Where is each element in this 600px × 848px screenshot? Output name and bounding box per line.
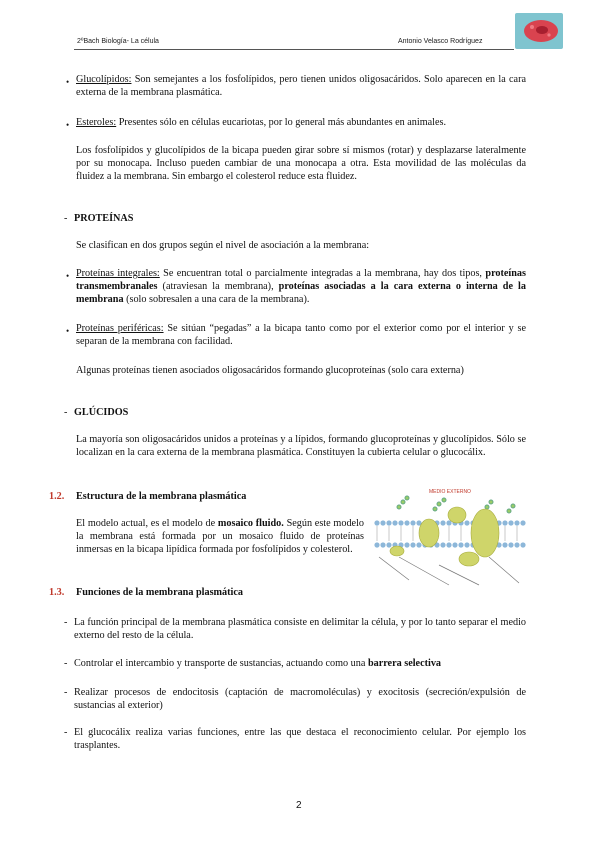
bullet-glucolipidos: • — [66, 77, 70, 87]
cell-header-image — [515, 13, 563, 49]
section-number-1-2: 1.2. — [49, 491, 65, 502]
paragraph-glucidos: La mayoría son oligosacáridos unidos a proteínas y a lípidos, formando glucoproteínas y glucolípidos. Sólo se localizan en la cara externa de la membrana plasmática. Constituyen la cubierta celular o glucocálix. — [76, 434, 526, 458]
paragraph-glucolipidos: Glucolípidos: Son semejantes a los fosfolípidos, pero tienen unidos oligosacáridos. Solo aparecen en la cara externa de la membrana plasmática. — [76, 74, 526, 98]
dash-glucidos: - — [64, 407, 68, 418]
dash-proteinas: - — [64, 213, 68, 224]
header-course: 2ºBach Biología- La célula — [77, 38, 159, 45]
heading-glucidos: GLÚCIDOS — [74, 407, 129, 418]
dash-funcion-3: - — [64, 687, 68, 698]
paragraph-funcion-4: El glucocálix realiza varias funciones, entre las que destaca el reconocimiento celular. Por ejemplo los trasplantes. — [74, 727, 526, 751]
dash-funcion-1: - — [64, 617, 68, 628]
paragraph-funcion-3: Realizar procesos de endocitosis (captación de macromoléculas) y exocitosis (secreción/expulsión de sustancias al exterior) — [74, 687, 526, 711]
dash-funcion-4: - — [64, 727, 68, 738]
section-title-1-3: Funciones de la membrana plasmática — [76, 587, 243, 598]
heading-proteinas: PROTEÍNAS — [74, 213, 134, 224]
page-number: 2 — [296, 800, 302, 811]
paragraph-funcion-2: Controlar el intercambio y transporte de sustancias, actuando como una barrera selectiva — [74, 658, 442, 669]
bullet-esteroles: • — [66, 120, 70, 130]
bullet-integrales: • — [66, 271, 70, 281]
header-divider — [74, 49, 514, 50]
membrane-diagram — [369, 485, 531, 593]
paragraph-movilidad: Los fosfolípidos y glucolípidos de la bicapa pueden girar sobre sí mismos (rotar) y desplazarse lateralmente por su monocapa. Incluso pueden cambiar de una monocapa a otra. Esta movilidad de las moléculas da fluidez a la membrana. Sin embargo el colesterol reduce esta fluidez. — [76, 145, 526, 182]
paragraph-integrales: Proteínas integrales: Se encuentran total o parcialmente integradas a la membrana, hay dos tipos, proteínas transmembranales (atraviesan la membrana), proteínas asociadas a la cara externa o interna de la membrana (solo sobresalen a una cara de la membrana). — [76, 268, 526, 305]
section-title-1-2: Estructura de la membrana plasmática — [76, 491, 247, 502]
bullet-perifericas: • — [66, 326, 70, 336]
header-author: Antonio Velasco Rodríguez — [398, 38, 483, 45]
diagram-label-medio-externo: MEDIO EXTERNO — [429, 489, 471, 495]
paragraph-esteroles: Esteroles: Presentes sólo en células eucariotas, por lo general más abundantes en animales. — [76, 117, 447, 128]
paragraph-funcion-1: La función principal de la membrana plasmática consiste en delimitar la célula, y por lo tanto separar el medio externo del resto de la célula. — [74, 617, 526, 641]
paragraph-glucoproteinas: Algunas proteínas tienen asociados oligosacáridos formando glucoproteínas (solo cara externa) — [76, 365, 464, 376]
paragraph-proteinas-intro: Se clasifican en dos grupos según el nivel de asociación a la membrana: — [76, 240, 370, 251]
dash-funcion-2: - — [64, 658, 68, 669]
paragraph-modelo: El modelo actual, es el modelo de mosaico fluido. Según este modelo la membrana está formada por un mosaico fluido de proteínas inmersas en la bicapa lipídica formada por fosfolípidos y colesterol. — [76, 518, 364, 555]
paragraph-perifericas: Proteínas periféricas: Se sitúan “pegadas” a la bicapa tanto como por el exterior como por el interior y se separan de la membrana con facilidad. — [76, 323, 526, 347]
section-number-1-3: 1.3. — [49, 587, 65, 598]
